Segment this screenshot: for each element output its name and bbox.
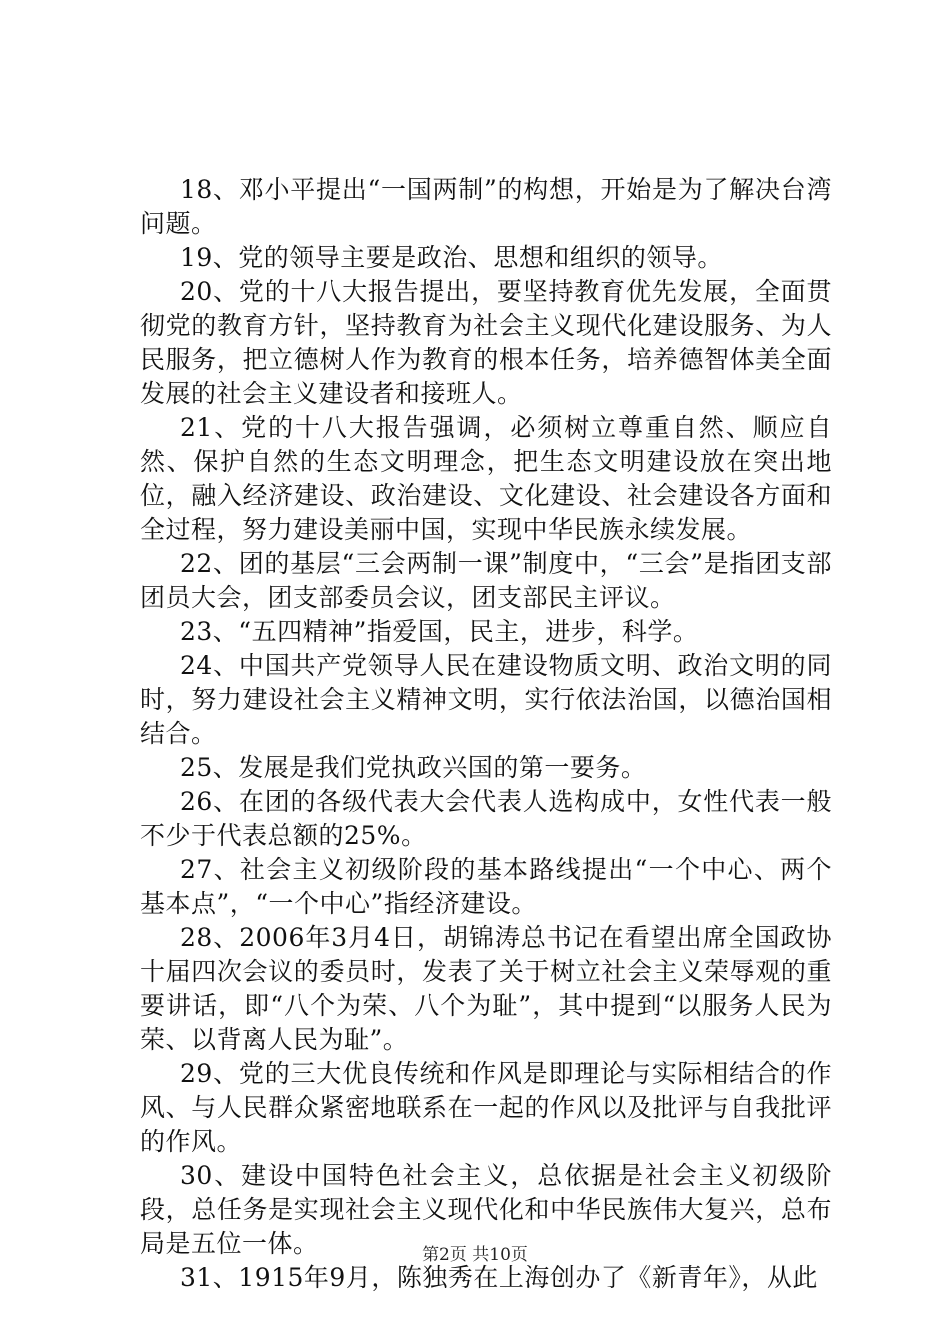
paragraph-20: 20、党的十八大报告提出，要坚持教育优先发展，全面贯彻党的教育方针，坚持教育为社会主义现代化建设服务、为人民服务，把立德树人作为教育的根本任务，培养德智体美全面发展的社会主义建设者和接班人。 (140, 277, 832, 408)
paragraph-22: 22、团的基层“三会两制一课”制度中，“三会”是指团支部团员大会，团支部委员会议，团支部民主评议。 (140, 549, 832, 612)
paragraph-21: 21、党的十八大报告强调，必须树立尊重自然、顺应自然、保护自然的生态文明理念，把生态文明建设放在突出地位，融入经济建设、政治建设、文化建设、社会建设各方面和全过程，努力建设美丽中国，实现中华民族永续发展。 (140, 413, 832, 544)
paragraph-26: 26、在团的各级代表大会代表人选构成中，女性代表一般不少于代表总额的25%。 (140, 787, 832, 850)
paragraph-19: 19、党的领导主要是政治、思想和组织的领导。 (180, 243, 723, 272)
document-body (140, 173, 832, 1295)
paragraph-24: 24、中国共产党领导人民在建设物质文明、政治文明的同时，努力建设社会主义精神文明，实行依法治国，以德治国相结合。 (140, 651, 832, 748)
page-number-footer: 第2页 共10页 (422, 1245, 528, 1265)
paragraph-27: 27、社会主义初级阶段的基本路线提出“一个中心、两个基本点”，“一个中心”指经济建设。 (140, 855, 832, 918)
paragraph-23: 23、“五四精神”指爱国，民主，进步，科学。 (180, 617, 699, 646)
paragraph-30: 30、建设中国特色社会主义，总依据是社会主义初级阶段，总任务是实现社会主义现代化和中华民族伟大复兴，总布局是五位一体。 (140, 1161, 832, 1258)
paragraph-28: 28、2006年3月4日，胡锦涛总书记在看望出席全国政协十届四次会议的委员时，发表了关于树立社会主义荣辱观的重要讲话，即“八个为荣、八个为耻”，其中提到“以服务人民为荣、以背离人民为耻”。 (140, 923, 832, 1054)
paragraph-31: 31、1915年9月，陈独秀在上海创办了《新青年》，从此 (180, 1263, 818, 1292)
paragraph-18: 18、邓小平提出“一国两制”的构想，开始是为了解决台湾问题。 (140, 175, 832, 238)
paragraph-29: 29、党的三大优良传统和作风是即理论与实际相结合的作风、与人民群众紧密地联系在一起的作风以及批评与自我批评的作风。 (140, 1059, 832, 1156)
paragraph-25: 25、发展是我们党执政兴国的第一要务。 (180, 753, 647, 782)
